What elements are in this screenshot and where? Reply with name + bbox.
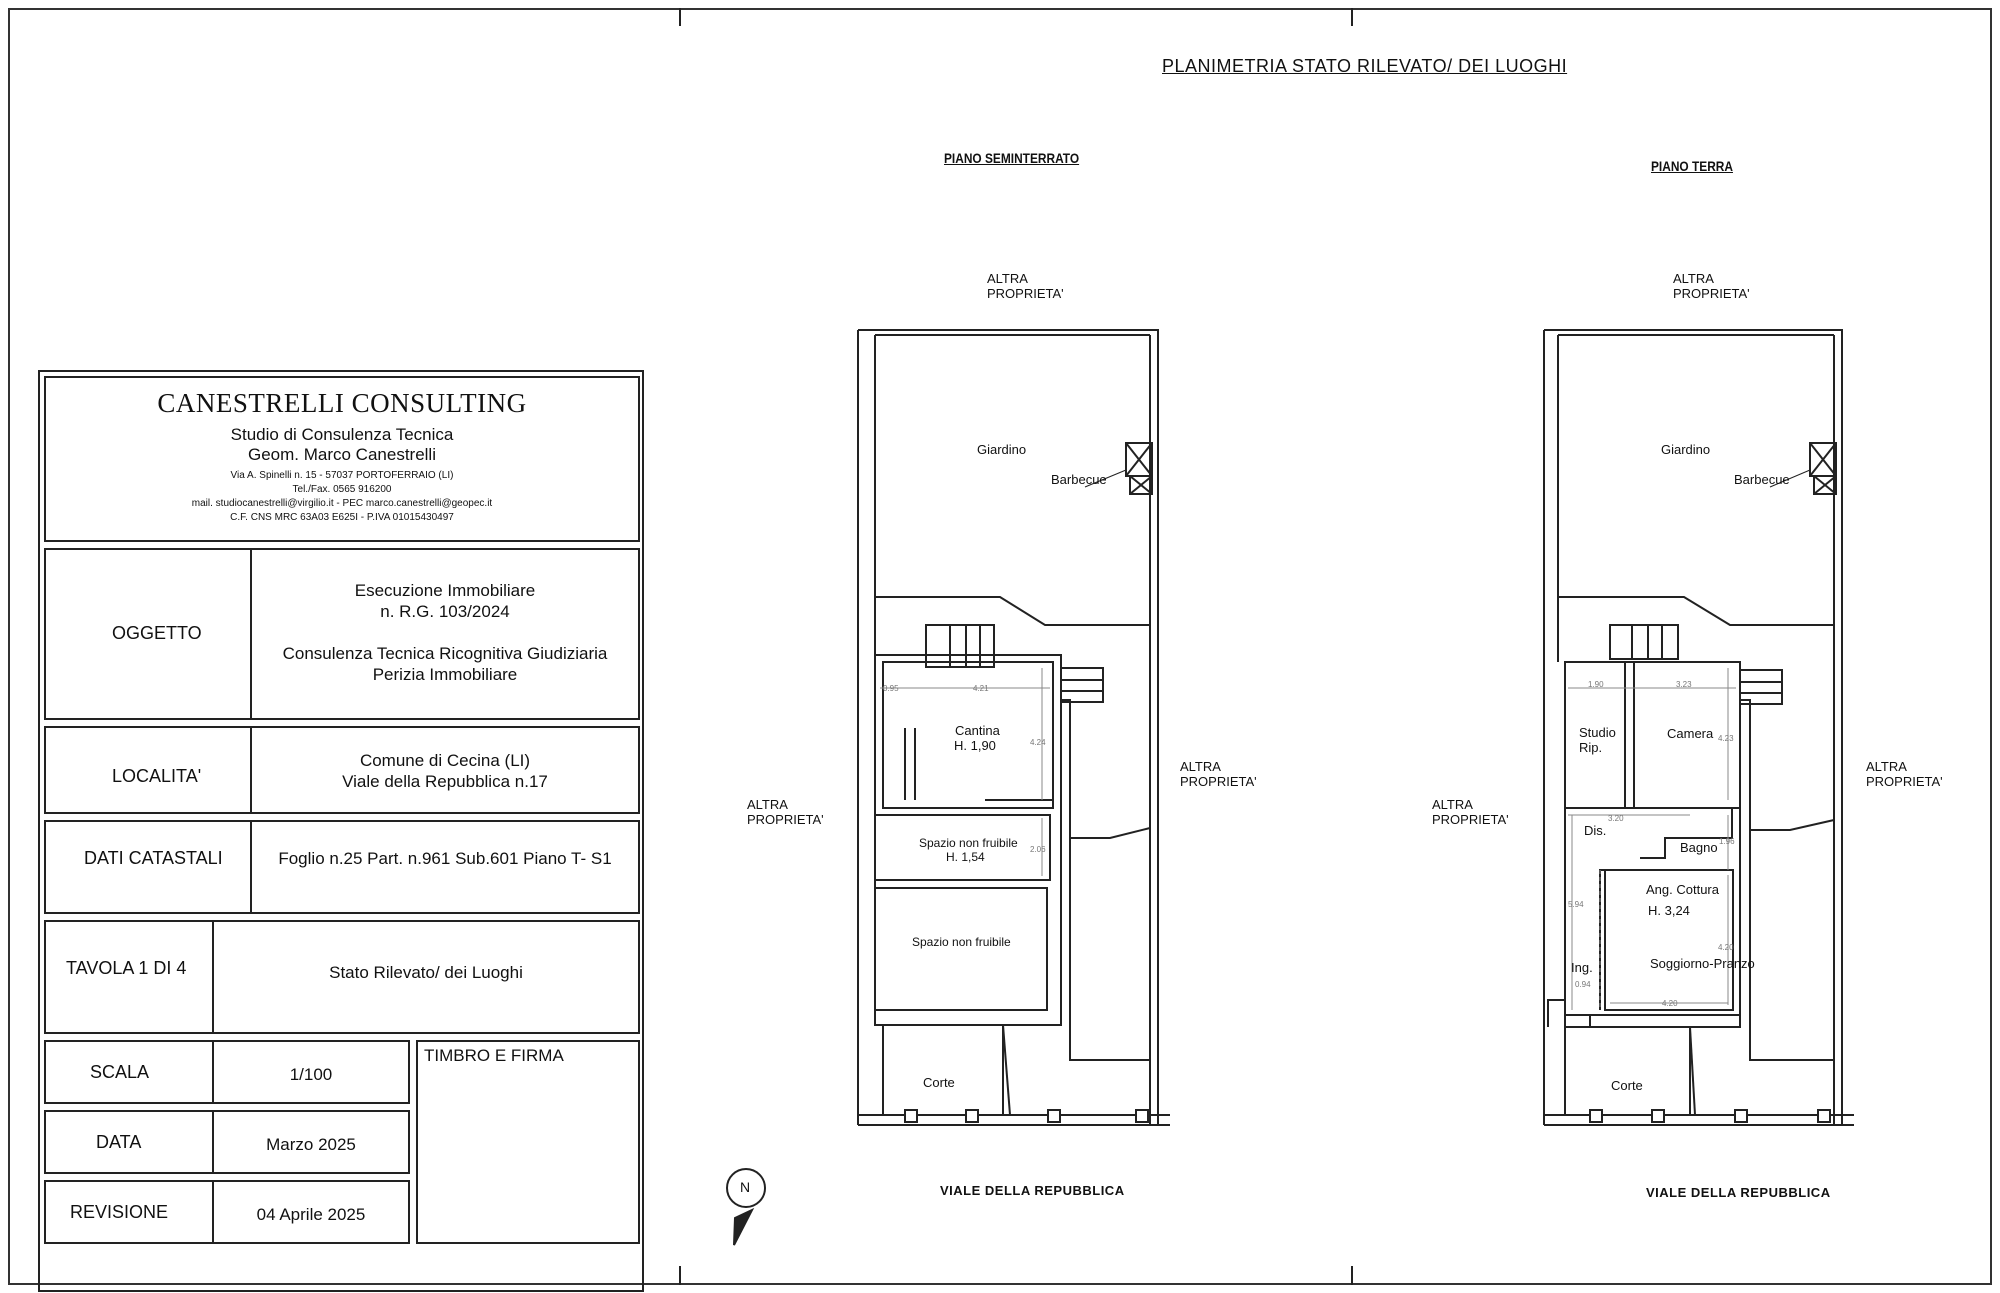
company-header	[46, 388, 638, 525]
ground-corte-label: Corte	[1611, 1078, 1643, 1093]
ground-neighbor-top	[1673, 271, 1750, 301]
basement-barbecue-label: Barbecue	[1051, 472, 1107, 487]
neighbor-text: PROPRIETA'	[1673, 286, 1750, 301]
neighbor-text: PROPRIETA'	[1432, 812, 1509, 827]
studio-text: Studio	[1579, 725, 1616, 740]
dimension-label: 5.94	[1568, 900, 1584, 909]
dimension-label: 4.23	[1718, 734, 1734, 743]
localita-line: Comune di Cecina (LI)	[359, 751, 531, 770]
ground-barbecue-label: Barbecue	[1734, 472, 1790, 487]
ground-plan-title: PIANO TERRA	[1651, 158, 1733, 174]
cantina-label: Cantina	[955, 723, 1000, 738]
company-person: Geom. Marco Canestrelli	[247, 445, 436, 464]
scala-label: SCALA	[90, 1062, 150, 1082]
localita-value	[252, 750, 638, 792]
localita-label-cell	[44, 726, 252, 814]
localita-line: Viale della Repubblica n.17	[342, 772, 548, 791]
soggiorno-label: Soggiorno-Pranzo	[1650, 956, 1755, 971]
data-label-cell	[44, 1110, 214, 1174]
neighbor-text: PROPRIETA'	[1180, 774, 1257, 789]
revisione-value-cell	[212, 1180, 410, 1244]
company-address: Via A. Spinelli n. 15 - 57037 PORTOFERRAIO (LI)	[230, 470, 454, 481]
oggetto-label: OGGETTO	[112, 623, 202, 643]
neighbor-text: ALTRA	[1673, 271, 1714, 286]
company-mail: mail. studiocanestrelli@virgilio.it - PEC marco.canestrelli@geopec.it	[191, 498, 493, 509]
studio-label	[1579, 725, 1616, 755]
basement-street-label: VIALE DELLA REPUBBLICA	[940, 1183, 1125, 1198]
compass-label: N	[740, 1179, 751, 1195]
scala-label-cell	[44, 1040, 214, 1104]
catastali-value: Foglio n.25 Part. n.961 Sub.601 Piano T- S1	[278, 849, 612, 868]
dimension-label: 1.90	[1588, 680, 1604, 689]
neighbor-text: ALTRA	[1180, 759, 1221, 774]
oggetto-line: Consulenza Tecnica Ricognitiva Giudiziaria	[282, 644, 608, 663]
neighbor-text: ALTRA	[747, 797, 788, 812]
dimension-label: 4.20	[1718, 943, 1734, 952]
dis-label: Dis.	[1584, 823, 1607, 838]
oggetto-value	[252, 580, 638, 685]
dimension-label: 1.96	[1719, 837, 1735, 846]
data-value: Marzo 2025	[266, 1135, 356, 1154]
spazio2-label: Spazio non fruibile	[912, 935, 1011, 949]
tavola-label-cell	[44, 920, 214, 1034]
ground-street-label: VIALE DELLA REPUBBLICA	[1646, 1185, 1831, 1200]
tavola-label: TAVOLA 1 DI 4	[66, 958, 187, 978]
oggetto-line: n. R.G. 103/2024	[380, 602, 510, 621]
company-fiscal: C.F. CNS MRC 63A03 E625I - P.IVA 01015430497	[230, 512, 454, 523]
catastali-label: DATI CATASTALI	[84, 848, 223, 868]
basement-plan-title: PIANO SEMINTERRATO	[944, 150, 1080, 166]
neighbor-text: ALTRA	[987, 271, 1028, 286]
localita-label: LOCALITA'	[112, 766, 202, 786]
data-label: DATA	[96, 1132, 142, 1152]
sheet-title: PLANIMETRIA STATO RILEVATO/ DEI LUOGHI	[1162, 56, 1568, 76]
catastali-value-cell	[250, 820, 640, 914]
scala-value-cell	[212, 1040, 410, 1104]
cottura-height: H. 3,24	[1648, 903, 1690, 918]
spazio1-height: H. 1,54	[946, 850, 985, 864]
title-block	[38, 370, 644, 1292]
neighbor-text: ALTRA	[1432, 797, 1473, 812]
oggetto-label-cell	[44, 548, 252, 720]
basement-neighbor-top	[987, 271, 1064, 301]
oggetto-line: Perizia Immobiliare	[372, 665, 518, 684]
basement-corte-label: Corte	[923, 1075, 955, 1090]
company-cell	[44, 376, 640, 542]
dimension-label: 0.94	[1575, 980, 1591, 989]
data-value-cell	[212, 1110, 410, 1174]
neighbor-text: PROPRIETA'	[747, 812, 824, 827]
revisione-label-cell	[44, 1180, 214, 1244]
camera-label: Camera	[1667, 726, 1714, 741]
dimension-label: 2.06	[1030, 845, 1046, 854]
dimension-label: 4.21	[973, 684, 989, 693]
catastali-label-cell	[44, 820, 252, 914]
oggetto-line: Esecuzione Immobiliare	[354, 581, 536, 600]
neighbor-text: ALTRA	[1866, 759, 1907, 774]
cantina-height: H. 1,90	[954, 738, 996, 753]
basement-giardino-label: Giardino	[977, 442, 1027, 457]
ground-giardino-label: Giardino	[1661, 442, 1711, 457]
dimension-label: 3.20	[1608, 814, 1624, 823]
bagno-label: Bagno	[1680, 840, 1718, 855]
company-subtitle: Studio di Consulenza Tecnica	[230, 425, 454, 444]
tavola-value-cell	[212, 920, 640, 1034]
company-phone: Tel./Fax. 0565 916200	[292, 484, 392, 495]
oggetto-line	[252, 622, 638, 643]
cottura-label: Ang. Cottura	[1646, 882, 1719, 897]
revisione-label: REVISIONE	[70, 1202, 169, 1222]
dimension-label: 4.24	[1030, 738, 1046, 747]
basement-neighbor-right	[1180, 759, 1257, 789]
neighbor-text: PROPRIETA'	[987, 286, 1064, 301]
oggetto-value-cell	[250, 548, 640, 720]
ground-neighbor-left	[1432, 797, 1509, 827]
timbro-label: TIMBRO E FIRMA	[424, 1046, 564, 1065]
basement-neighbor-left	[747, 797, 824, 827]
ingresso-label: Ing.	[1571, 960, 1593, 975]
spazio1-label: Spazio non fruibile	[919, 836, 1018, 850]
timbro-cell	[416, 1040, 640, 1244]
company-name: CANESTRELLI CONSULTING	[157, 388, 527, 418]
dimension-label: 0.95	[883, 684, 899, 693]
localita-value-cell	[250, 726, 640, 814]
tavola-value: Stato Rilevato/ dei Luoghi	[329, 963, 523, 982]
dimension-label: 4.20	[1662, 999, 1678, 1008]
scala-value: 1/100	[289, 1065, 333, 1084]
studio-text: Rip.	[1579, 740, 1603, 755]
dimension-label: 3.23	[1676, 680, 1692, 689]
neighbor-text: PROPRIETA'	[1866, 774, 1943, 789]
revisione-value: 04 Aprile 2025	[256, 1205, 366, 1224]
ground-neighbor-right	[1866, 759, 1943, 789]
